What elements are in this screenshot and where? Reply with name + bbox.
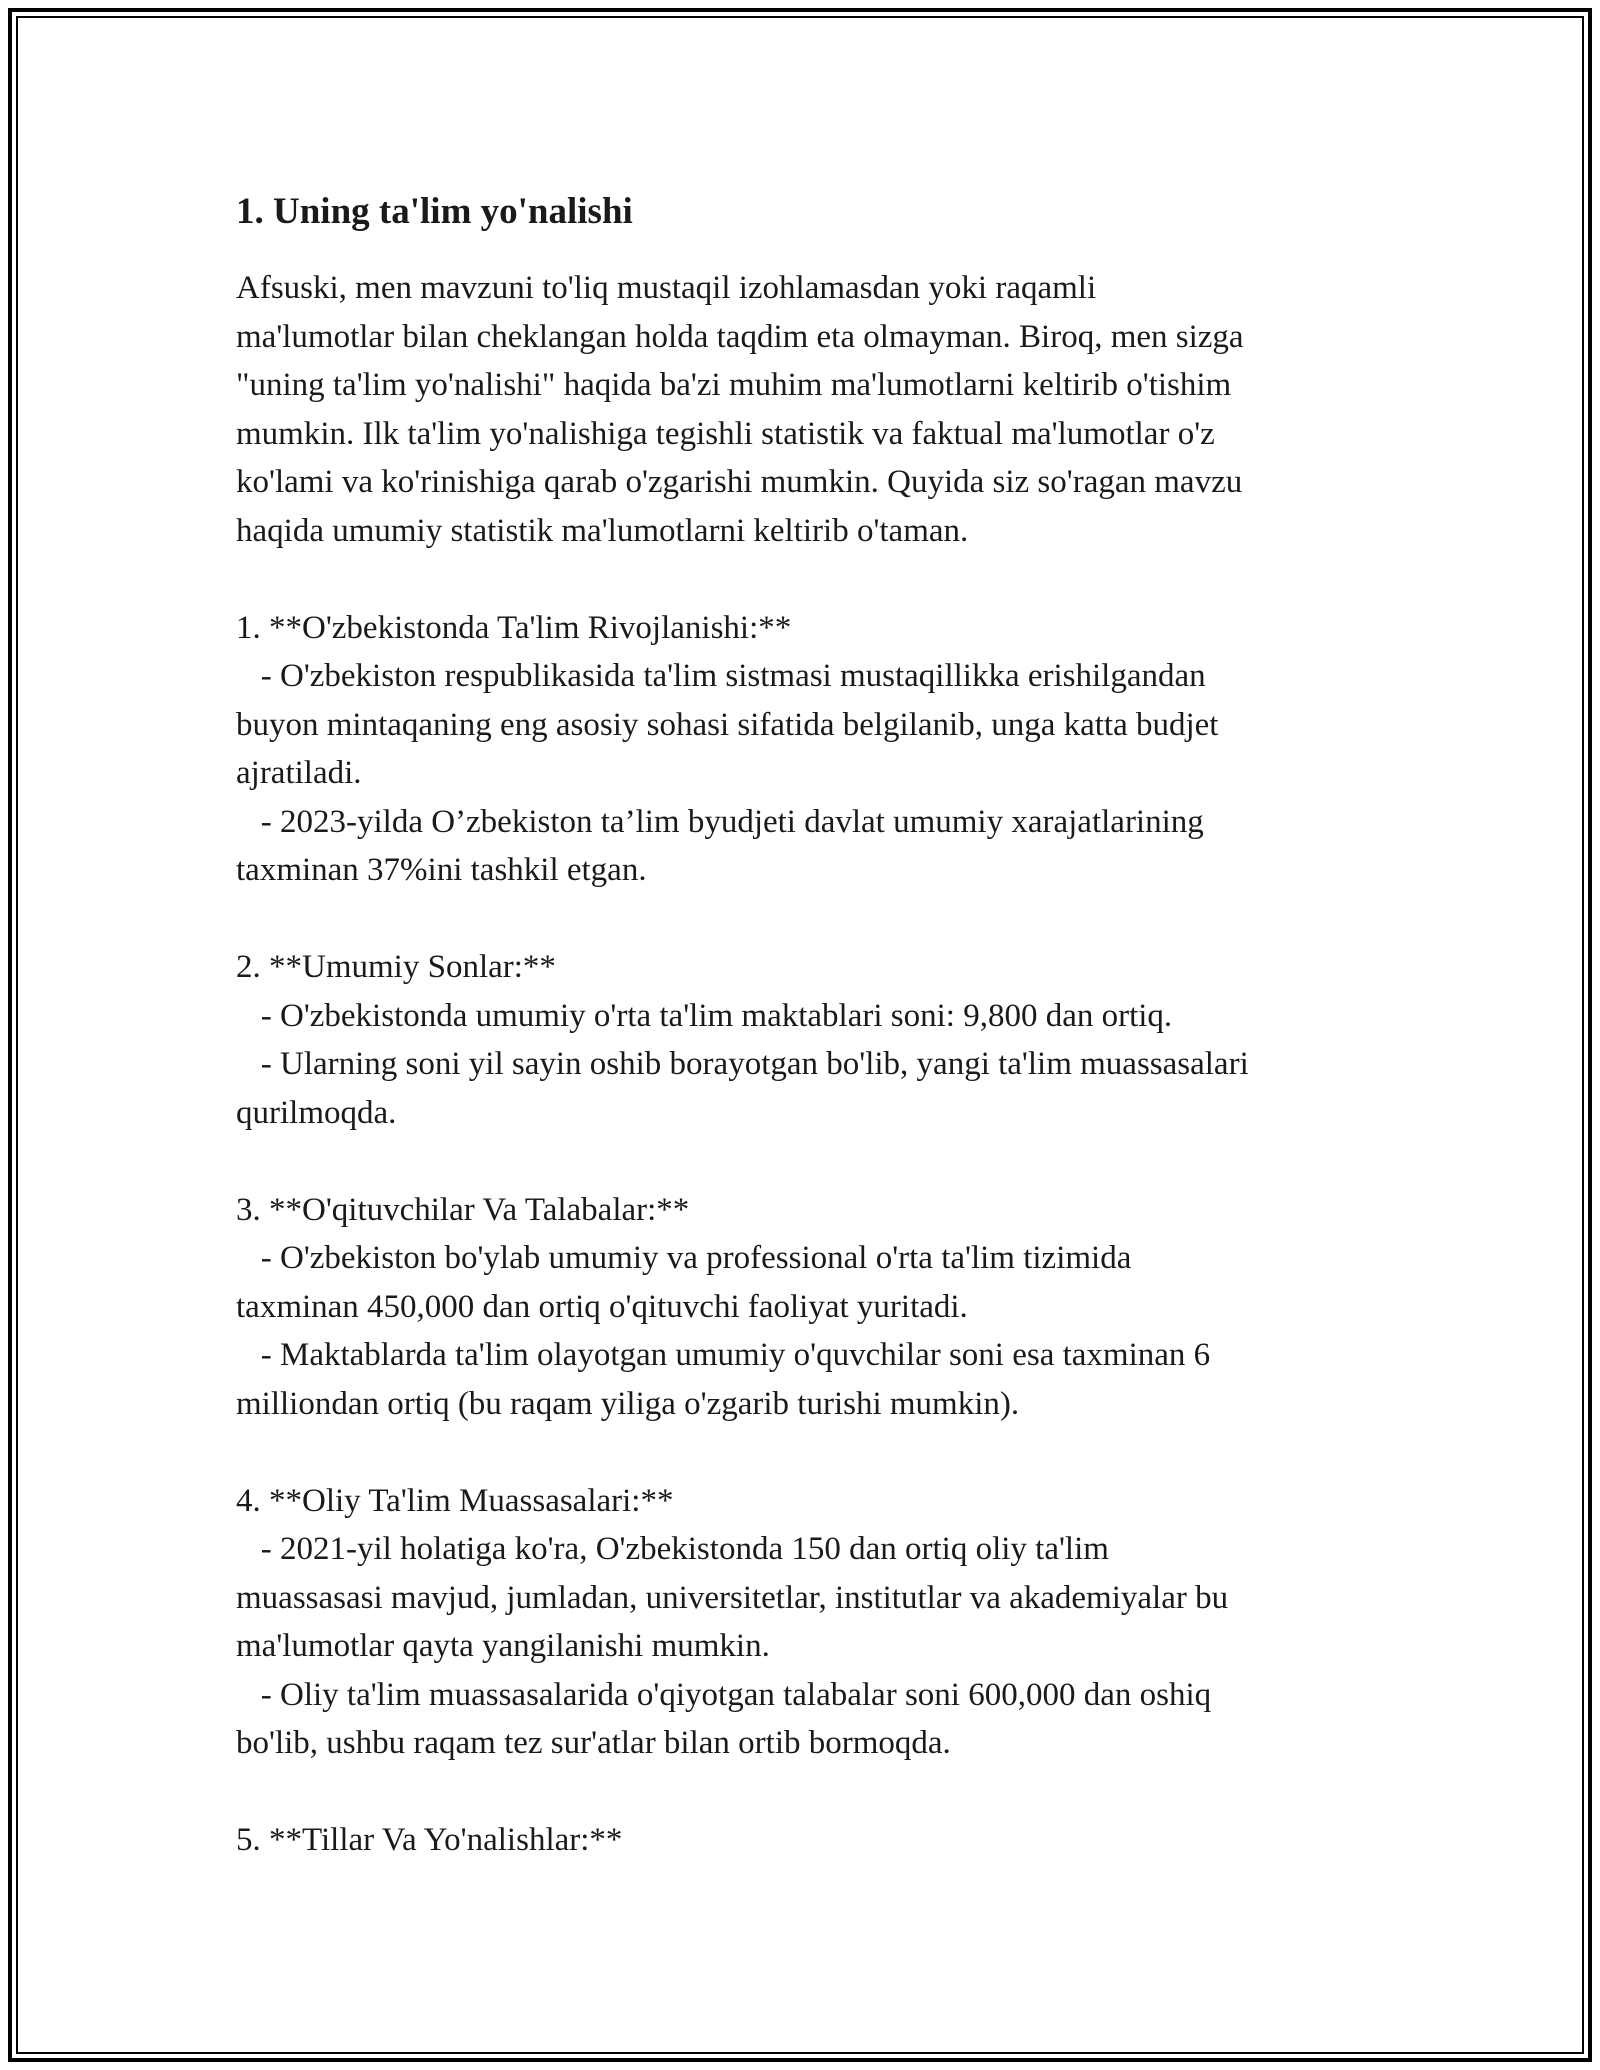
document-heading: 1. Uning ta'lim yo'nalishi (236, 191, 633, 232)
section-title: 2. **Umumiy Sonlar:** (236, 949, 556, 985)
section-line: milliondan ortiq (bu raqam yiliga o'zgarib turishi mumkin). (236, 1385, 1020, 1422)
document-body (236, 186, 1386, 1865)
section-line: - 2021-yil holatiga ko'ra, O'zbekistonda 150 dan ortiq oliy ta'lim (236, 1531, 1109, 1567)
section-line: buyon mintaqaning eng asosiy sohasi sifatida belgilanib, unga katta budjet (236, 706, 1219, 743)
section-title: 3. **O'qituvchilar Va Talabalar:** (236, 1191, 690, 1228)
section-line: - 2023-yilda O’zbekiston ta’lim byudjeti davlat umumiy xarajatlarining (236, 803, 1204, 840)
intro-line: "uning ta'lim yo'nalishi" haqida ba'zi muhim ma'lumotlarni keltirib o'tishim (236, 367, 1232, 403)
intro-line: Afsuski, men mavzuni to'liq mustaqil izohlamasdan yoki raqamli (236, 270, 1097, 306)
section-line: qurilmoqda. (236, 1094, 397, 1131)
section-2 (236, 943, 1386, 1137)
section-line: - Maktablarda ta'lim olayotgan umumiy o'quvchilar soni esa taxminan 6 (236, 1337, 1211, 1373)
section-line: - Oliy ta'lim muassasalarida o'qiyotgan talabalar soni 600,000 dan oshiq (236, 1676, 1212, 1713)
intro-line: ma'lumotlar bilan cheklangan holda taqdim eta olmayman. Biroq, men sizga (236, 318, 1244, 355)
intro-line: mumkin. Ilk ta'lim yo'nalishiga tegishli statistik va faktual ma'lumotlar o'z (236, 415, 1215, 452)
section-line: - Ularning soni yil sayin oshib borayotgan bo'lib, yangi ta'lim muassasalari (236, 1046, 1249, 1082)
section-line: ajratiladi. (236, 755, 362, 791)
section-line: bo'lib, ushbu raqam tez sur'atlar bilan ortib bormoqda. (236, 1725, 951, 1761)
section-line: taxminan 450,000 dan ortiq o'qituvchi faoliyat yuritadi. (236, 1288, 968, 1325)
paragraph-gap (236, 555, 1386, 604)
section-line: taxminan 37%ini tashkil etgan. (236, 852, 647, 888)
section-line: - O'zbekiston respublikasida ta'lim sistmasi mustaqillikka erishilgandan (236, 658, 1206, 694)
section-1 (236, 604, 1386, 895)
paragraph-gap (236, 1768, 1386, 1817)
section-3 (236, 1186, 1386, 1429)
intro-line: ko'lami va ko'rinishiga qarab o'zgarishi mumkin. Quyida siz so'ragan mavzu (236, 464, 1243, 500)
paragraph-gap (236, 1137, 1386, 1186)
section-5 (236, 1816, 1386, 1865)
section-line: - O'zbekiston bo'ylab umumiy va professional o'rta ta'lim tizimida (236, 1240, 1132, 1276)
intro-paragraph (236, 264, 1386, 555)
section-title: 1. **O'zbekistonda Ta'lim Rivojlanishi:** (236, 609, 792, 646)
intro-line: haqida umumiy statistik ma'lumotlarni keltirib o'taman. (236, 512, 969, 549)
section-line: muassasasi mavjud, jumladan, universitetlar, institutlar va akademiyalar bu (236, 1579, 1229, 1616)
paragraph-gap (236, 895, 1386, 944)
section-line: - O'zbekistonda umumiy o'rta ta'lim maktablari soni: 9,800 dan ortiq. (236, 997, 1173, 1034)
section-4 (236, 1477, 1386, 1768)
section-title: 5. **Tillar Va Yo'nalishlar:** (236, 1822, 623, 1858)
section-line: ma'lumotlar qayta yangilanishi mumkin. (236, 1628, 770, 1664)
paragraph-gap (236, 1428, 1386, 1477)
section-title: 4. **Oliy Ta'lim Muassasalari:** (236, 1482, 674, 1519)
